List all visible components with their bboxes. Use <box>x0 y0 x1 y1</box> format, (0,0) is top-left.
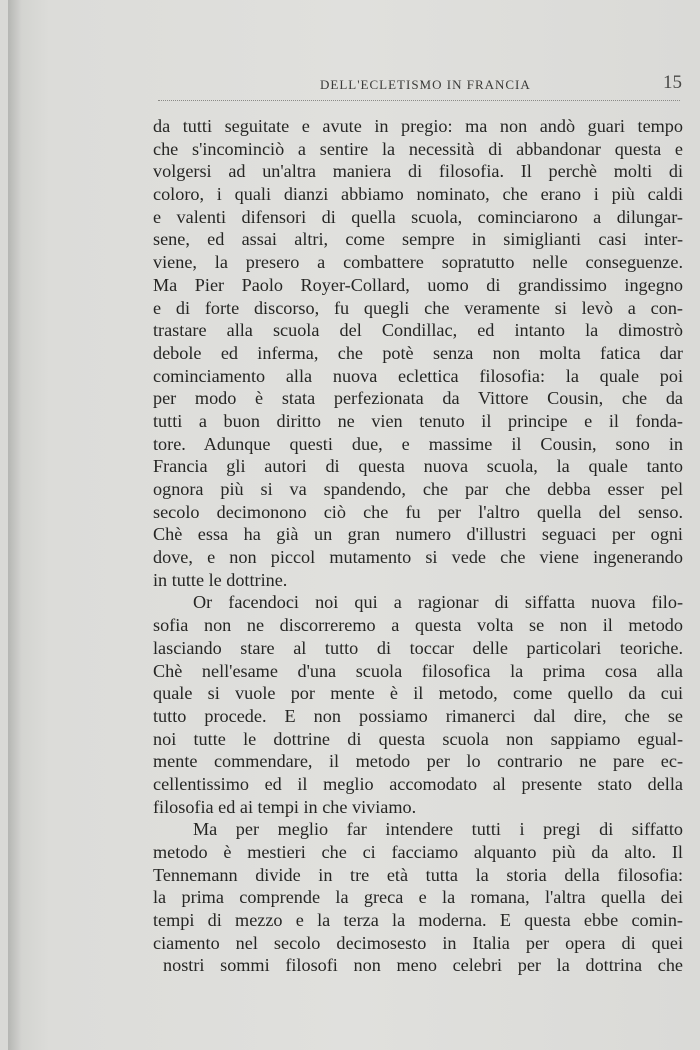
binding-shadow <box>8 0 22 1050</box>
text-line: lasciando stare al tutto di toccar delle particolari teoriche. <box>153 637 683 658</box>
text-line: Tennemann divide in tre età tutta la storia della filosofia: <box>153 864 683 885</box>
text-line: secolo decimonono ciò che fu per l'altro quella del senso. <box>153 501 683 522</box>
running-title: DELL'ECLETISMO IN FRANCIA <box>320 77 531 92</box>
text-line: sene, ed assai altri, come sempre in simiglianti casi inter- <box>153 229 683 250</box>
text-line: per modo è stata perfezionata da Vittore Cousin, che da <box>153 388 683 409</box>
text-line: in tutte le dottrine. <box>153 569 288 590</box>
text-line: Or facendoci noi qui a ragionar di siffatta nuova filo- <box>193 592 683 613</box>
text-line: Chè essa ha già un gran numero d'illustri seguaci per ogni <box>153 524 683 545</box>
text-line: Francia gli autori di questa nuova scuola, la quale tanto <box>153 456 683 477</box>
text-line: nostri sommi filosofi non meno celebri per la dottrina che <box>163 955 683 976</box>
text-line: e valenti difensori di quella scuola, cominciarono a dilungar- <box>153 206 683 227</box>
text-line: volgersi ad un'altra maniera di filosofia. Il perchè molti di <box>153 161 683 182</box>
text-line: tutti a buon diritto ne vien tenuto il principe e il fonda- <box>153 410 683 431</box>
text-line: Ma Pier Paolo Royer-Collard, uomo di grandissimo ingegno <box>153 274 683 295</box>
text-line: e di forte discorso, fu quegli che veramente si levò a con- <box>153 297 683 318</box>
text-line: sofia non ne discorreremo a questa volta se non il metodo <box>153 615 683 636</box>
text-line: metodo è mestieri che ci facciamo alquanto più da alto. Il <box>153 842 683 862</box>
text-line: cellentissimo ed il meglio accomodato al presente stato della <box>153 773 683 794</box>
text-line: Chè nell'esame d'una scuola filosofica la prima cosa alla <box>153 660 683 681</box>
text-line: debole ed inferma, che potè senza non molta fatica dar <box>153 342 683 363</box>
text-line: che s'incominciò a sentire la necessità di abbandonar questa e <box>153 138 683 159</box>
text-line: ognora più si va spandendo, che par che debba esser pel <box>153 479 683 499</box>
text-line: noi tutte le dottrine di questa scuola non sappiamo egual- <box>153 728 683 749</box>
text-line: trastare alla scuola del Condillac, ed intanto la dimostrò <box>153 320 683 341</box>
header-rule <box>158 100 680 101</box>
body-text <box>153 115 683 977</box>
text-line: coloro, i quali dianzi abbiamo nominato, che erano i più caldi <box>153 184 683 205</box>
text-line: cominciamento alla nuova eclettica filosofia: la quale poi <box>153 365 683 386</box>
text-line: mente commendare, il metodo per lo contrario ne pare ec- <box>153 751 683 772</box>
text-line: dove, e non piccol mutamento si vede che viene ingenerando <box>153 547 683 568</box>
page-number: 15 <box>663 72 682 93</box>
text-line: quale si vuole por mente è il metodo, come quello da cui <box>153 683 683 704</box>
text-line: tore. Adunque questi due, e massime il Cousin, sono in <box>153 433 683 454</box>
text-line: da tutti seguitate e avute in pregio: ma non andò guari tempo <box>153 116 683 136</box>
text-line: viene, la presero a combattere sopratutto nelle conseguenze. <box>153 252 683 273</box>
text-line: la prima comprende la greca e la romana, l'altra quella dei <box>153 887 683 908</box>
text-line: filosofia ed ai tempi in che viviamo. <box>153 796 417 817</box>
text-line: ciamento nel secolo decimosesto in Italia per opera di quei <box>153 932 683 953</box>
text-line: tutto procede. E non possiamo rimanerci dal dire, che se <box>153 705 683 726</box>
text-line: Ma per meglio far intendere tutti i pregi di siffatto <box>193 819 683 840</box>
book-page <box>8 0 700 1050</box>
text-line: tempi di mezzo e la terza la moderna. E questa ebbe comin- <box>153 910 683 931</box>
